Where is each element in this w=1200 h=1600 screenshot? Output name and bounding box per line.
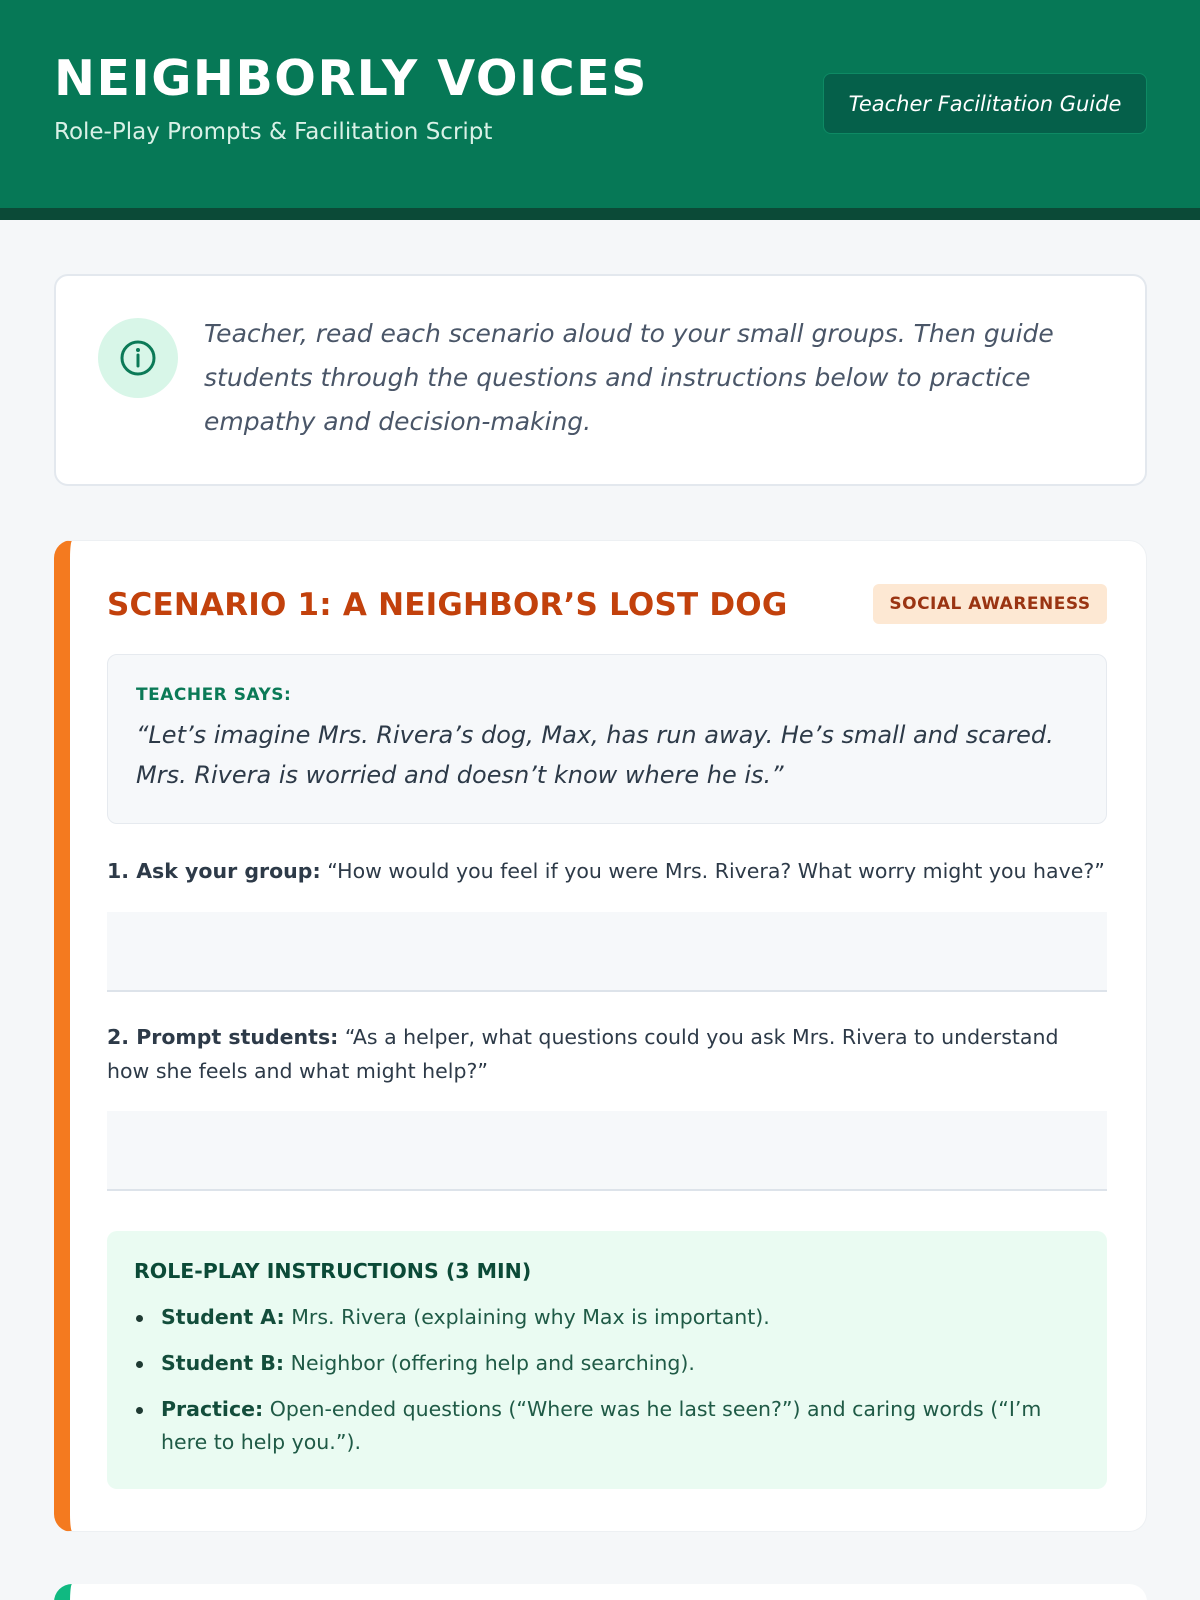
list-item	[134, 1393, 1064, 1459]
roleplay-item-label: Practice:	[161, 1397, 264, 1421]
roleplay-item-text: Neighbor (offering help and searching).	[290, 1351, 695, 1375]
question-1-label: 1. Ask your group:	[107, 859, 321, 883]
answer-field-2[interactable]	[107, 1111, 1107, 1191]
scenario-title: SCENARIO 1: A NEIGHBOR’S LOST DOG	[107, 587, 788, 623]
guide-badge: Teacher Facilitation Guide	[823, 73, 1147, 134]
answer-field-1[interactable]	[107, 912, 1107, 992]
bullet-icon	[136, 1315, 143, 1322]
scenario-tag: SOCIAL AWARENESS	[873, 584, 1107, 624]
next-scenario-card	[54, 1584, 1147, 1600]
teacher-says-box	[107, 654, 1107, 824]
scenario-card	[54, 540, 1147, 1532]
intro-text: Teacher, read each scenario aloud to your small groups. Then guide students through the questions and instructions below to practice empathy and decision-making.	[204, 319, 1054, 436]
question-1	[107, 854, 1107, 888]
roleplay-item-text: Open-ended questions (“Where was he last seen?”) and caring words (“I’m here to help you.”).	[161, 1397, 1042, 1454]
roleplay-title: ROLE-PLAY INSTRUCTIONS (3 MIN)	[134, 1259, 532, 1283]
roleplay-box	[107, 1231, 1107, 1489]
teacher-says-label: TEACHER SAYS:	[136, 685, 292, 705]
question-2-text: “As a helper, what questions could you ask Mrs. Rivera to understand how she feels and what might help?”	[107, 1025, 1059, 1083]
page-subtitle: Role-Play Prompts & Facilitation Script	[54, 119, 493, 145]
roleplay-item-text: Mrs. Rivera (explaining why Max is important).	[291, 1305, 770, 1329]
info-icon	[98, 318, 178, 398]
teacher-quote: “Let’s imagine Mrs. Rivera’s dog, Max, has run away. He’s small and scared. Mrs. Rivera is worried and doesn’t know where he is.”	[136, 721, 1054, 789]
question-2-label: 2. Prompt students:	[107, 1025, 339, 1049]
list-item	[134, 1347, 1064, 1380]
roleplay-item-label: Student B:	[161, 1351, 285, 1375]
bullet-icon	[136, 1407, 143, 1414]
page-header	[0, 0, 1200, 220]
bullet-icon	[136, 1361, 143, 1368]
question-2	[107, 1020, 1107, 1088]
intro-card	[54, 274, 1147, 486]
page-title: NEIGHBORLY VOICES	[54, 50, 648, 107]
roleplay-list	[134, 1301, 1064, 1472]
list-item	[134, 1301, 1064, 1334]
question-1-text: “How would you feel if you were Mrs. Rivera? What worry might you have?”	[327, 859, 1105, 883]
roleplay-item-label: Student A:	[161, 1305, 285, 1329]
